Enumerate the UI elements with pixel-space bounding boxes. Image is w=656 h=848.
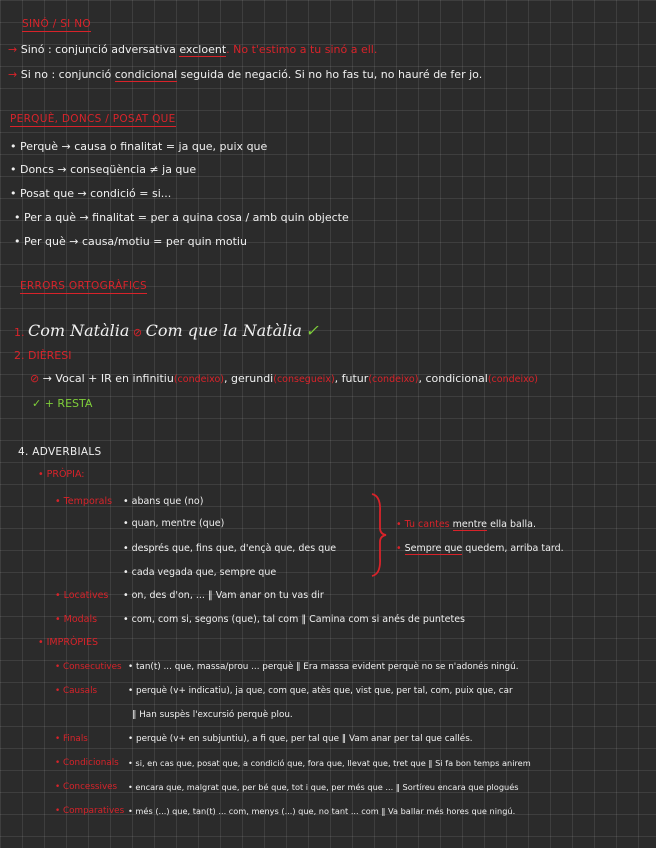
consecutives-label: • Consecutives	[55, 662, 122, 672]
brace-icon	[368, 492, 388, 578]
finals-label: • Finals	[55, 734, 88, 744]
modals-content: • com, com si, segons (que), tal com ‖ Camina com si anés de puntetes	[123, 614, 465, 625]
arrow-icon: →	[8, 68, 18, 81]
example-bullet: • Tu cantes	[396, 519, 450, 530]
si-no-text-2: seguida de negació. Si no ho fas tu, no hauré de fer jo.	[180, 68, 483, 81]
causals-content: • perquè (v+ indicatiu), ja que, com que, atès que, vist que, per tal, com, puix que, car	[128, 686, 513, 696]
example-tag: (consegueix)	[273, 374, 335, 385]
impropies-heading: • IMPRÒPIES	[38, 637, 98, 648]
causals-label: • Causals	[55, 686, 98, 696]
condicionals-label: • Condicionals	[55, 758, 119, 768]
modals-label: • Modals	[55, 614, 98, 625]
prohibited-icon: ⊘	[132, 326, 143, 339]
example-tag: (condeixo)	[368, 374, 419, 385]
temporals-label: • Temporals	[55, 496, 113, 507]
finals-content: • perquè (v+ en subjuntiu), a fi que, per tal que ‖ Vam anar per tal que callés.	[128, 734, 473, 744]
posat-que-row: • Posat que → condició = si...	[10, 187, 172, 200]
per-que-row: • Per què → causa/motiu = per quin motiu	[14, 235, 247, 248]
example-keyword: Sempre que	[404, 543, 463, 554]
si-no-text: Si no : conjunció	[20, 68, 112, 81]
example-tag: (condeixo)	[487, 374, 538, 385]
temporal-item: • cada vegada que, sempre que	[123, 567, 277, 578]
perque-row: • Perquè → causa o finalitat = ja que, puix que	[10, 140, 268, 153]
example-text: quedem, arriba tard.	[465, 543, 564, 554]
dieresi-text-a: → Vocal + IR en infinitiu	[42, 372, 174, 385]
locatives-label: • Locatives	[55, 590, 109, 601]
sino-text: Sinó : conjunció adversativa	[20, 43, 176, 56]
temporal-item: • després que, fins que, d'ençà que, des que	[123, 543, 337, 554]
comparatives-content: • més (...) que, tan(t) ... com, menys (...) que, no tant ... com ‖ Va ballar més hores que ningú.	[128, 806, 516, 816]
item-number: 1.	[14, 326, 25, 339]
dieresi-text-b: , gerundi	[223, 372, 274, 385]
checkmark-icon: ✓	[305, 321, 319, 340]
line-sino	[8, 43, 377, 56]
causals-example: ‖ Han suspès l'excursió perquè plou.	[132, 710, 293, 720]
temporal-example	[396, 542, 564, 555]
prohibited-icon: ⊘	[30, 372, 40, 385]
dieresi-text-c: , futur	[334, 372, 369, 385]
sino-keyword: excloent	[179, 43, 227, 56]
dieresi-resta: ✓ + RESTA	[32, 397, 93, 410]
error-1	[14, 322, 319, 340]
dieresi-rule	[30, 372, 538, 386]
example-keyword: mentre	[452, 519, 488, 530]
si-no-keyword: condicional	[114, 68, 178, 81]
arrow-icon: →	[8, 43, 18, 56]
temporal-item: • abans que (no)	[123, 496, 204, 507]
concessives-content: • encara que, malgrat que, per bé que, tot i que, per més que ... ‖ Sortíreu encara que plogués	[128, 782, 519, 792]
example-tag: (condeixo)	[173, 374, 224, 385]
sino-example: . No t'estimo a tu sinó a ell.	[226, 43, 378, 56]
line-si-no	[8, 68, 482, 81]
per-a-que-row: • Per a què → finalitat = per a quina cosa / amb quin objecte	[14, 211, 349, 224]
section-title-errors: ERRORS ORTOGRÀFICS	[20, 280, 147, 292]
section-title-sino: SINÓ / SI NO	[22, 18, 91, 30]
section-title-perque: PERQUÈ, DONCS / POSAT QUE	[10, 113, 176, 125]
dieresi-text-d: , condicional	[418, 372, 488, 385]
consecutives-content: • tan(t) ... que, massa/prou ... perquè ‖ Era massa evident perquè no se n'adonés ningú.	[128, 662, 519, 672]
temporal-item: • quan, mentre (que)	[123, 518, 225, 529]
example-text: ella balla.	[490, 519, 536, 530]
comparatives-label: • Comparatives	[55, 806, 125, 816]
concessives-label: • Concessives	[55, 782, 118, 792]
doncs-row: • Doncs → conseqüència ≠ ja que	[10, 163, 197, 176]
locatives-content: • on, des d'on, ... ‖ Vam anar on tu vas dir	[123, 590, 324, 601]
condicionals-content: • si, en cas que, posat que, a condició que, fora que, llevat que, tret que ‖ Si fa bon temps anirem	[128, 758, 531, 768]
example-bullet: •	[396, 543, 402, 554]
section-title-adverbials: 4. ADVERBIALS	[18, 446, 102, 458]
wrong-form: Com Natàlia	[28, 321, 130, 340]
dieresi-heading: 2. DIÈRESI	[14, 349, 72, 362]
temporal-example	[396, 518, 536, 531]
propia-heading: • PRÒPIA:	[38, 469, 85, 480]
correct-form: Com que la Natàlia	[145, 321, 302, 340]
